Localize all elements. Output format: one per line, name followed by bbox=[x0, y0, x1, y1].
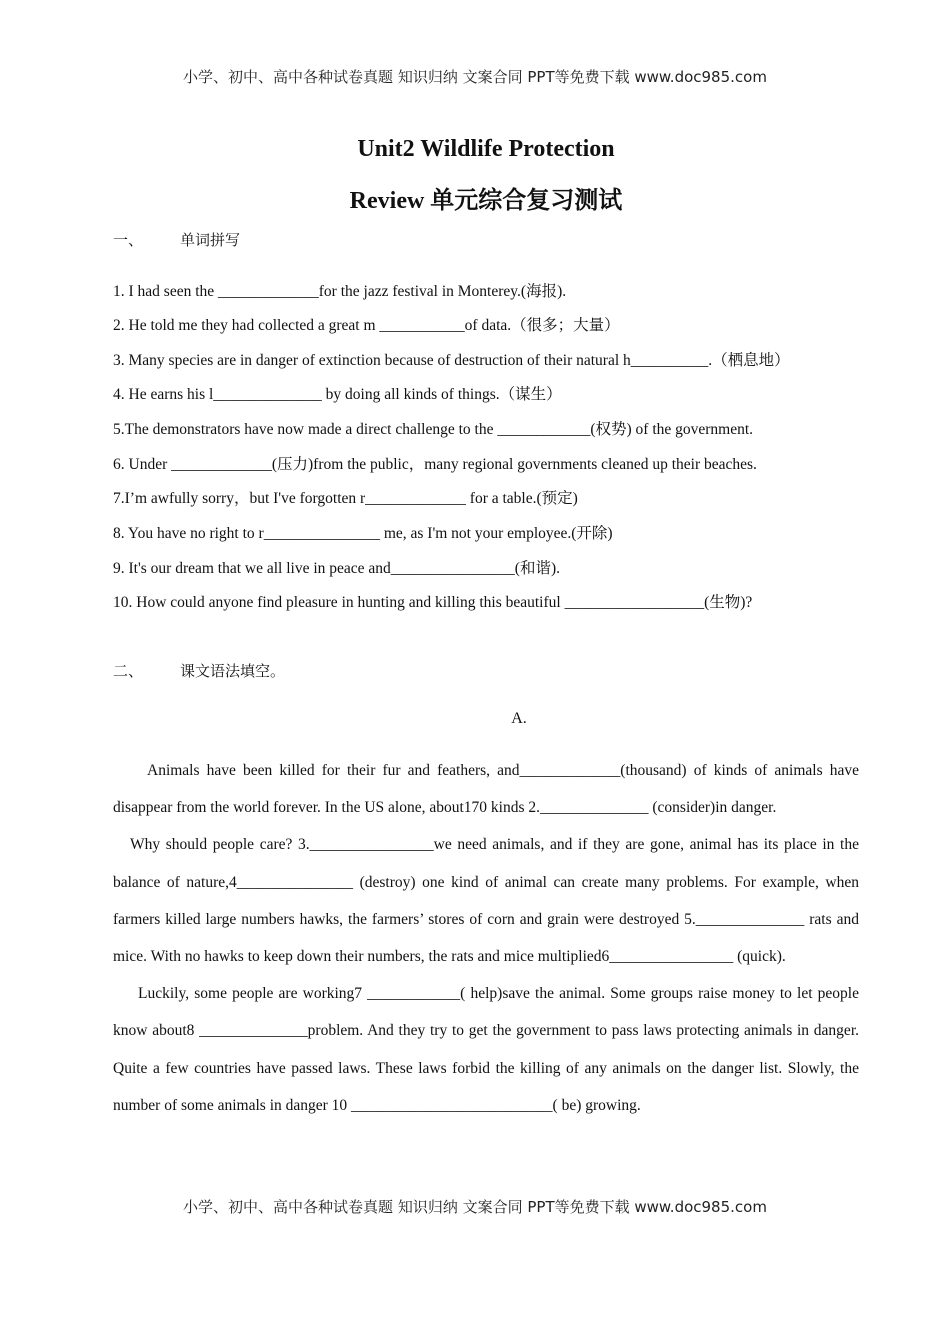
page-footer: 小学、初中、高中各种试卷真题 知识归纳 文案合同 PPT等免费下载 www.doc985.com bbox=[183, 1198, 767, 1216]
question-item: 10. How could anyone find pleasure in hunting and killing this beautiful __________________(生物)? bbox=[113, 594, 753, 611]
section-label: 单词拼写 bbox=[180, 231, 241, 249]
question-item: 5.The demonstrators have now made a direct challenge to the ____________(权势) of the government. bbox=[113, 421, 754, 438]
section-heading-1 bbox=[113, 229, 240, 250]
section-number: 二、 bbox=[113, 662, 144, 680]
section-label: 课文语法填空。 bbox=[180, 662, 286, 680]
question-item: 6. Under _____________(压力)from the public，many regional governments cleaned up their beaches. bbox=[113, 456, 757, 473]
question-item: 9. It's our dream that we all live in peace and________________(和谐). bbox=[113, 560, 561, 577]
question-item: 3. Many species are in danger of extinction because of destruction of their natural h__________.（栖息地） bbox=[113, 352, 790, 369]
passage-paragraph: Why should people care? 3.________________we need animals, and if they are gone, animal has its place in the balance of nature,4_______________ (destroy) one kind of animal can create many problems. For example, when farmers killed large numbers hawks, the farmers’ stores of corn and grain were destroyed 5.______________ rats and mice. With no hawks to keep down their numbers, the rats and mice multiplied6________________ (quick). bbox=[113, 836, 859, 966]
question-item: 4. He earns his l______________ by doing all kinds of things.（谋生） bbox=[113, 386, 562, 403]
section-heading-2 bbox=[113, 660, 285, 681]
document-subtitle: Review 单元综合复习测试 bbox=[349, 188, 623, 214]
passage bbox=[113, 752, 859, 1124]
section-number: 一、 bbox=[113, 231, 144, 249]
passage-paragraph: Animals have been killed for their fur and feathers, and_____________(thousand) of kinds of animals have disappear from the world forever. In the US alone, about170 kinds 2.______________ (consider)in danger. bbox=[113, 762, 859, 817]
page-header: 小学、初中、高中各种试卷真题 知识归纳 文案合同 PPT等免费下载 www.doc985.com bbox=[183, 68, 767, 86]
question-item: 1. I had seen the _____________for the jazz festival in Monterey.(海报). bbox=[113, 283, 567, 300]
question-item: 2. He told me they had collected a great m ___________of data.（很多；大量） bbox=[113, 317, 620, 334]
question-item: 8. You have no right to r_______________ me, as I'm not your employee.(开除) bbox=[113, 525, 613, 542]
document-title: Unit2 Wildlife Protection bbox=[357, 136, 615, 162]
passage-paragraph: Luckily, some people are working7 ____________( help)save the animal. Some groups raise money to let people know about8 ______________problem. And they try to get the government to pass laws protecting animals in danger. Quite a few countries have passed laws. These laws forbid the killing of any animals on the danger list. Slowly, the number of some animals in danger 10 __________________________( be) growing. bbox=[113, 985, 859, 1114]
passage-label: A. bbox=[511, 710, 527, 727]
question-item: 7.I’m awfully sorry，but I've forgotten r_____________ for a table.(预定) bbox=[113, 490, 578, 507]
